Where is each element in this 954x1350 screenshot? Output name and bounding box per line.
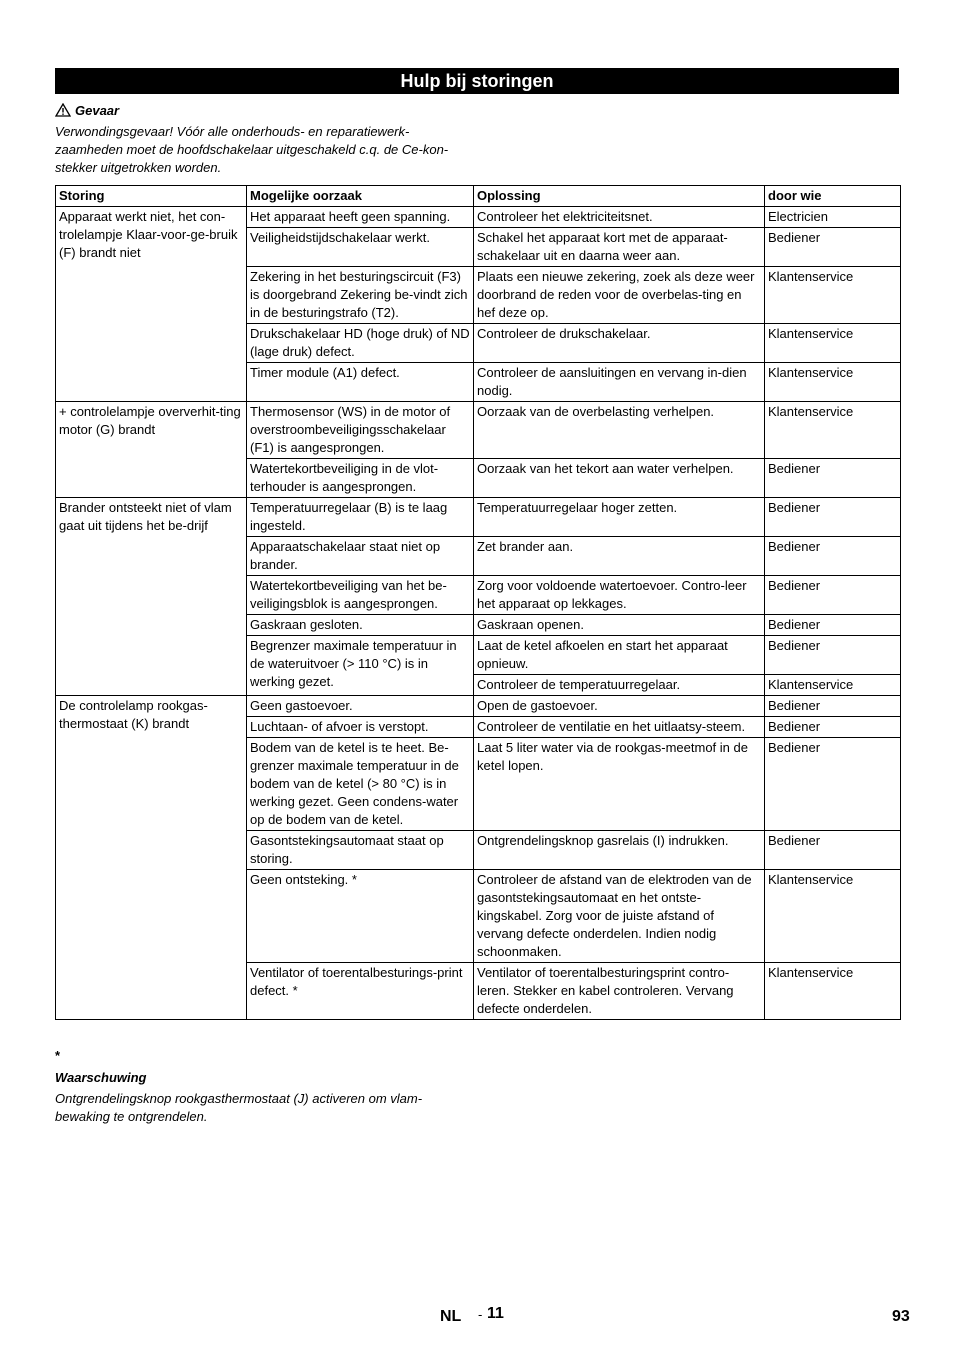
footer-dash: - [478, 1307, 483, 1322]
solution-cell: Oorzaak van het tekort aan water verhelpen. [474, 459, 765, 498]
cause-cell: Timer module (A1) defect. [247, 363, 474, 402]
solution-cell: Ventilator of toerentalbesturingsprint contro-leren. Stekker en kabel controleren. Vervang defecte onderdelen. [474, 963, 765, 1020]
solution-cell: Laat 5 liter water via de rookgas-meetmof in de ketel lopen. [474, 738, 765, 831]
who-cell: Bediener [765, 636, 901, 675]
solution-cell: Controleer de temperatuurregelaar. [474, 675, 765, 696]
cause-cell: Geen ontsteking. * [247, 870, 474, 963]
fault-cell: Brander ontsteekt niet of vlam gaat uit tijdens het be-drijf [56, 498, 247, 696]
solution-cell: Open de gastoevoer. [474, 696, 765, 717]
table-header-row [56, 186, 901, 207]
solution-cell: Temperatuurregelaar hoger zetten. [474, 498, 765, 537]
solution-cell: Controleer het elektriciteitsnet. [474, 207, 765, 228]
header-oorzaak: Mogelijke oorzaak [247, 186, 474, 207]
cause-cell: Temperatuurregelaar (B) is te laag ingesteld. [247, 498, 474, 537]
warning-text: Ontgrendelingsknop rookgasthermostaat (J) activeren om vlam-bewaking te ontgrendelen. [55, 1091, 423, 1124]
who-cell: Bediener [765, 615, 901, 636]
who-cell: Bediener [765, 576, 901, 615]
solution-cell: Zorg voor voldoende watertoevoer. Contro-leer het apparaat op lekkages. [474, 576, 765, 615]
table-row [56, 207, 901, 228]
cause-cell: Watertekortbeveiliging van het be-veiligingsblok is aangesprongen. [247, 576, 474, 615]
cause-cell: Drukschakelaar HD (hoge druk) of ND (lage druk) defect. [247, 324, 474, 363]
who-cell: Electricien [765, 207, 901, 228]
who-cell: Klantenservice [765, 870, 901, 963]
table-row [56, 402, 901, 459]
cause-cell: Geen gastoevoer. [247, 696, 474, 717]
solution-cell: Controleer de drukschakelaar. [474, 324, 765, 363]
footer-section-page: 11 [487, 1305, 504, 1322]
who-cell: Klantenservice [765, 402, 901, 459]
who-cell: Bediener [765, 498, 901, 537]
footer-language: NL [440, 1308, 462, 1325]
fault-cell: + controlelampje oververhit-ting motor (G) brandt [56, 402, 247, 498]
cause-cell: Watertekortbeveiliging in de vlot-terhouder is aangesprongen. [247, 459, 474, 498]
who-cell: Bediener [765, 696, 901, 717]
cause-cell: Het apparaat heeft geen spanning. [247, 207, 474, 228]
who-cell: Bediener [765, 459, 901, 498]
footer-page-number: 93 [892, 1308, 910, 1325]
who-cell: Bediener [765, 537, 901, 576]
header-door-wie: door wie [765, 186, 901, 207]
warning-triangle-icon [55, 103, 71, 117]
header-storing: Storing [56, 186, 247, 207]
cause-cell: Thermosensor (WS) in de motor of overstroombeveiligingsschakelaar (F1) is aangesprongen. [247, 402, 474, 459]
table-row [56, 696, 901, 717]
danger-heading [55, 102, 119, 120]
cause-cell: Gasontstekingsautomaat staat op storing. [247, 831, 474, 870]
solution-cell: Gaskraan openen. [474, 615, 765, 636]
solution-cell: Ontgrendelingsknop gasrelais (I) indrukken. [474, 831, 765, 870]
cause-cell: Gaskraan gesloten. [247, 615, 474, 636]
danger-label: Gevaar [75, 103, 120, 118]
warning-label: Waarschuwing [55, 1070, 147, 1085]
who-cell: Bediener [765, 831, 901, 870]
who-cell: Klantenservice [765, 267, 901, 324]
cause-cell: Veiligheidstijdschakelaar werkt. [247, 228, 474, 267]
solution-cell: Zet brander aan. [474, 537, 765, 576]
header-oplossing: Oplossing [474, 186, 765, 207]
fault-cell: Apparaat werkt niet, het con-trolelampje Klaar-voor-ge-bruik (F) brandt niet [56, 207, 247, 402]
danger-text: Verwondingsgevaar! Vóór alle onderhouds- en reparatiewerk-zaamheden moet de hoofdschakelaar uitgeschakeld c.q. de Ce-kon-stekker uitgetrokken worden. [55, 124, 449, 175]
who-cell: Klantenservice [765, 963, 901, 1020]
who-cell: Klantenservice [765, 324, 901, 363]
solution-cell: Oorzaak van de overbelasting verhelpen. [474, 402, 765, 459]
solution-cell: Schakel het apparaat kort met de apparaat-schakelaar uit en daarna weer aan. [474, 228, 765, 267]
who-cell: Klantenservice [765, 675, 901, 696]
who-cell: Bediener [765, 738, 901, 831]
who-cell: Klantenservice [765, 363, 901, 402]
troubleshooting-table [55, 185, 901, 1020]
solution-cell: Laat de ketel afkoelen en start het apparaat opnieuw. [474, 636, 765, 675]
who-cell: Bediener [765, 228, 901, 267]
table-row [56, 498, 901, 537]
solution-cell: Plaats een nieuwe zekering, zoek als deze weer doorbrand de reden voor de overbelas-ting en hef deze op. [474, 267, 765, 324]
cause-cell: Bodem van de ketel is te heet. Be-grenzer maximale temperatuur in de bodem van de ketel (> 80 °C) is in werking gezet. Geen condens-water op de bodem van de ketel. [247, 738, 474, 831]
cause-cell: Zekering in het besturingscircuit (F3) is doorgebrand Zekering be-vindt zich in de besturingstrafo (T2). [247, 267, 474, 324]
page-title: Hulp bij storingen [55, 68, 899, 94]
footnote-mark: * [55, 1048, 61, 1063]
solution-cell: Controleer de afstand van de elektroden van de gasontstekingsautomaat en het ontste-kingskabel. Zorg voor de juiste afstand of vervang defecte onderdelen. Indien nodig schoonmaken. [474, 870, 765, 963]
cause-cell: Ventilator of toerentalbesturings-print defect. * [247, 963, 474, 1020]
cause-cell: Begrenzer maximale temperatuur in de wateruitvoer (> 110 °C) is in werking gezet. [247, 636, 474, 696]
solution-cell: Controleer de aansluitingen en vervang in-dien nodig. [474, 363, 765, 402]
cause-cell: Luchtaan- of afvoer is verstopt. [247, 717, 474, 738]
fault-cell: De controlelamp rookgas-thermostaat (K) brandt [56, 696, 247, 1020]
solution-cell: Controleer de ventilatie en het uitlaatsy-steem. [474, 717, 765, 738]
who-cell: Bediener [765, 717, 901, 738]
cause-cell: Apparaatschakelaar staat niet op brander. [247, 537, 474, 576]
